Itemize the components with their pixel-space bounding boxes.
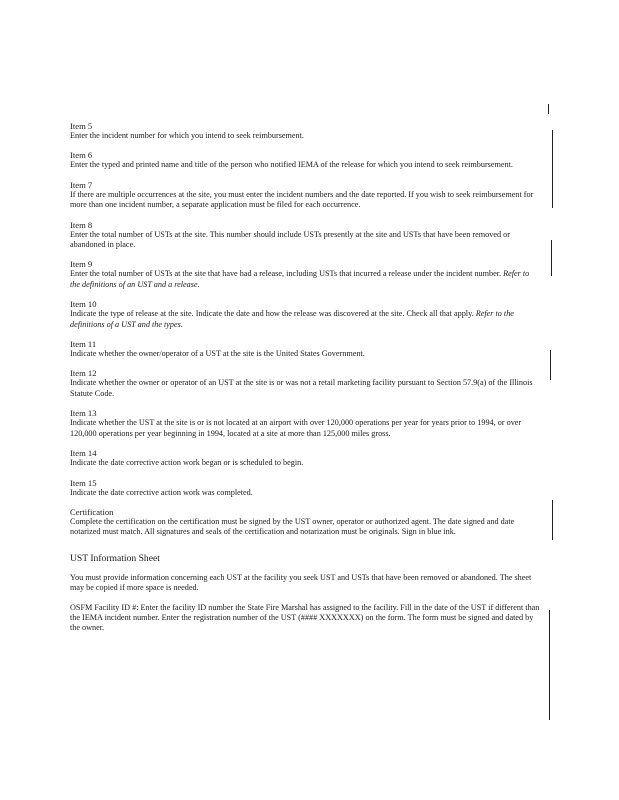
item-12 <box>70 368 540 399</box>
item-heading: Item 10 <box>70 299 97 310</box>
item-text: Indicate the date corrective action work was completed. <box>70 487 253 497</box>
item-text: Indicate whether the UST at the site is or is not located at an airport with over 120,000 operations per year for years prior to 1994, or over 120,000 operations per year beginning in 1994, located at a site at more than 125,000 miles gross. <box>70 418 522 438</box>
scan-mark <box>548 104 549 114</box>
item-text: Enter the total number of USTs at the site. This number should include USTs presently at the site and USTs that have been removed or abandoned in place. <box>70 229 510 250</box>
item-text <box>70 269 540 290</box>
item-9 <box>70 259 540 290</box>
item-heading: Item 5 <box>70 121 93 131</box>
item-heading: Item 9 <box>70 259 93 270</box>
item-heading: Item 13 <box>70 408 97 419</box>
item-text: If there are multiple occurrences at the site, you must enter the incident numbers and the date reported. If you wish to seek reimbursement for more than one incident number, a separate application must be filed for each occurrence. <box>70 189 534 210</box>
section-paragraph: You must provide information concerning each UST at the facility you seek UST and USTs that have been removed or abandoned. The sheet may be copied if more space is needed. <box>70 572 532 593</box>
item-text-italic: Refer to the definitions of a UST and the types. <box>70 309 514 329</box>
scan-mark <box>549 610 550 720</box>
scan-mark <box>552 500 553 540</box>
scan-mark <box>551 240 552 276</box>
scan-mark <box>552 130 553 208</box>
item-8 <box>70 220 540 251</box>
item-7 <box>70 180 540 211</box>
item-text: Indicate whether the owner or operator of an UST at the site is or was not a retail marketing facility pursuant to Section 57.9(a) of the Illinois Statute Code. <box>70 378 533 398</box>
item-heading: Item 11 <box>70 339 97 350</box>
item-text: Indicate the date corrective action work began or is scheduled to begin. <box>70 458 304 468</box>
item-13 <box>70 408 540 439</box>
item-text: Enter the typed and printed name and title of the person who notified IEMA of the release for which you intend to seek reimbursement. <box>70 160 513 170</box>
section-paragraph: OSFM Facility ID #: Enter the facility ID number the State Fire Marshal has assigned to the facility. Fill in the date of the UST if different than the IEMA incident number. Enter the registration number of the UST (#### XXXXXXX) on the form. The form must be signed and dated by the owner. <box>70 602 540 633</box>
item-heading: Item 7 <box>70 179 93 190</box>
item-text-italic: Refer to the definitions of an UST and a release. <box>70 269 530 289</box>
item-heading: Item 8 <box>70 219 93 230</box>
item-5 <box>70 121 540 141</box>
item-heading: Item 15 <box>70 477 97 488</box>
item-heading: Item 12 <box>70 368 97 379</box>
item-text: Indicate whether the owner/operator of a UST at the site is the United States Government. <box>70 349 365 359</box>
item-text-main: Enter the total number of USTs at the site that have had a release, including USTs that incurred a release under the incident number. <box>70 269 502 279</box>
item-text: Enter the incident number for which you intend to seek reimbursement. <box>70 131 304 140</box>
item-11 <box>70 339 540 359</box>
item-text: Complete the certification on the certification must be signed by the UST owner, operator or authorized agent. The date signed and date notarized must match. All signatures and seals of the certification and notarization must be originals. Sign in blue ink. <box>70 516 515 537</box>
item-heading: Item 14 <box>70 448 97 459</box>
item-heading: Certification <box>70 506 114 517</box>
instructions-content <box>70 121 540 643</box>
item-text-main: Indicate the type of release at the site. Indicate the date and how the release was discovered at the site. Check all that apply. <box>70 309 474 319</box>
section-title: UST Information Sheet <box>70 552 160 564</box>
item-10 <box>70 299 540 330</box>
scan-mark <box>550 350 551 380</box>
item-text <box>70 309 540 330</box>
certification <box>70 507 540 538</box>
item-6 <box>70 150 540 170</box>
item-heading: Item 6 <box>70 150 93 161</box>
item-15 <box>70 478 540 498</box>
item-14 <box>70 448 540 468</box>
